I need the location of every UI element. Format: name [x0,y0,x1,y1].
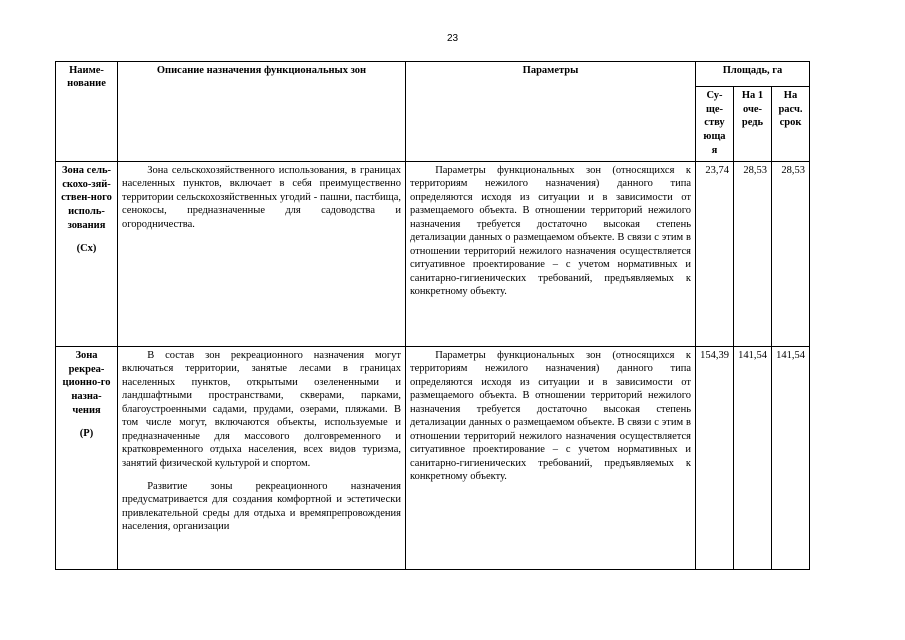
area-calc-period: 141,54 [772,347,810,570]
header-name: Наиме-нование [56,62,118,162]
zone-name: Зона сель-скохо-зяй-ствен-ного исполь-зования [61,165,112,231]
table-row [56,162,810,347]
header-row-1 [56,62,810,87]
zone-code: (Сх) [76,243,97,255]
zone-code: (Р) [79,428,94,440]
zone-name-cell [56,162,118,347]
header-calc-period: На расч. срок [772,87,810,162]
zone-name: Зона рекреа-ционно-го назна-чения [62,350,111,416]
zone-parameters [406,347,696,570]
header-area-group: Площадь, га [696,62,810,87]
description-paragraph: Развитие зоны рекреационного назначения предусматривается для создания комфортной и эстетически привлекательной среды для отдыха и времяпрепровождения населения, организации [122,480,401,533]
area-first-stage: 141,54 [734,347,772,570]
table-row [56,347,810,570]
header-first-stage: На 1 оче-редь [734,87,772,162]
page-number: 23 [446,33,459,44]
zone-name-cell [56,347,118,570]
parameters-paragraph: Параметры функциональных зон (относящихся к территориям нежилого назначения) данного типа определяются исходя из ситуации и в зависимости от размещаемого объекта. В отношении территорий нежилого назначения требуется достаточно высокая степень детализации данных о размещаемом объекте. В связи с этим в отношении территорий нежилого назначения осуществляется ситуативное проектирование – с учетом нормативных и санитарно-гигиенических требований, предъявляемых к конкретному объекту. [410,165,691,297]
area-existing: 154,39 [696,347,734,570]
functional-zones-table [55,61,810,570]
zone-description [118,347,406,570]
description-paragraph: Зона сельскохозяйственного использования, в границах населенных пунктов, включает в себя преимущественно территории сельскохозяйственных угодий - пашни, пастбища, сенокосы, предназначенные для садоводства и огородничества. [122,165,401,230]
area-existing: 23,74 [696,162,734,347]
header-parameters: Параметры [406,62,696,162]
parameters-paragraph: Параметры функциональных зон (относящихся к территориям нежилого назначения) данного типа определяются исходя из ситуации и в зависимости от размещаемого объекта. В отношении территорий нежилого назначения требуется достаточно высокая степень детализации данных о размещаемом объекте. В связи с этим в отношении территорий нежилого назначения осуществляется ситуативное проектирование – с учетом нормативных и санитарно-гигиенических требований, предъявляемых к конкретному объекту. [410,350,691,482]
zone-parameters [406,162,696,347]
area-first-stage: 28,53 [734,162,772,347]
zone-description [118,162,406,347]
header-existing: Су-ще-ству юща я [696,87,734,162]
description-paragraph: В состав зон рекреационного назначения могут включаться территории, занятые лесами в границах населенных пунктов, открытыми озелененными и ландшафтными пространствами, скверами, парками, благоустроенными садами, прудами, озерами, пляжами. В том числе могут, включаются объекты, используемые и предназначенные для массового долговременного и кратковременного отдыха населения, всех видов туризма, занятий физической культурой и спортом. [122,350,401,469]
area-calc-period: 28,53 [772,162,810,347]
header-description: Описание назначения функциональных зон [118,62,406,162]
